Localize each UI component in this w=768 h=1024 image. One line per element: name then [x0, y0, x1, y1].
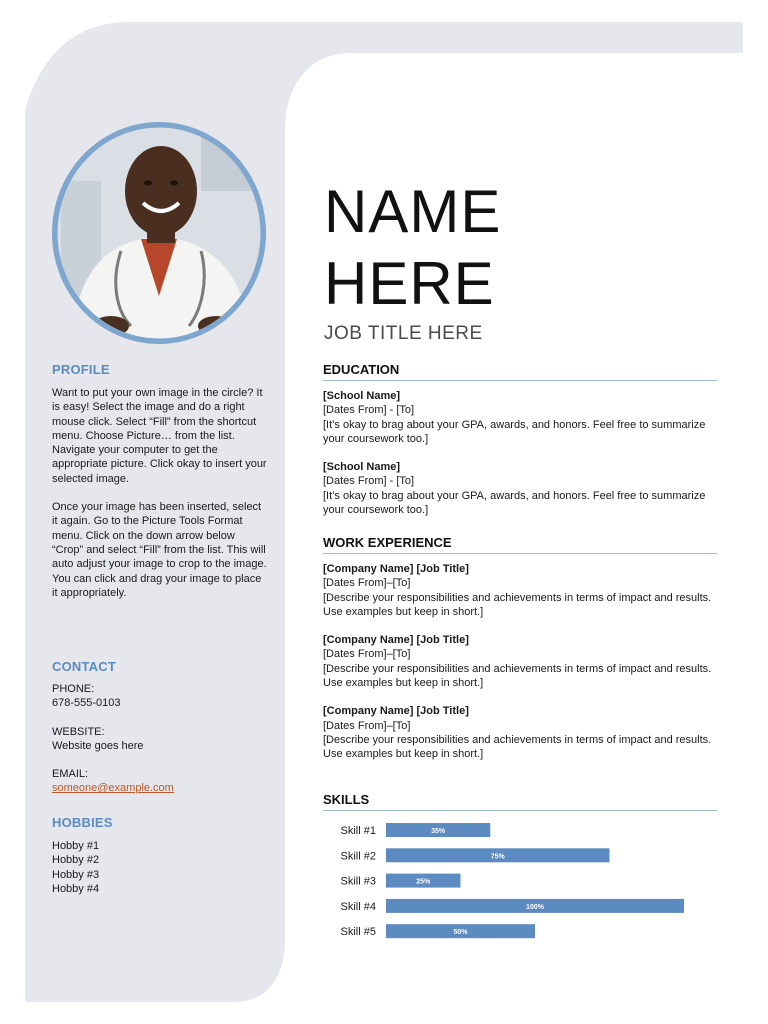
hobby-item: Hobby #2	[52, 854, 100, 867]
hobby-item: Hobby #1	[52, 840, 100, 852]
work-experience-section	[323, 535, 717, 762]
skill-label: Skill #1	[340, 825, 376, 837]
contact-phone	[52, 682, 267, 711]
skill-value-label: 50%	[453, 929, 468, 937]
contact-section	[52, 659, 267, 796]
skill-value-label: 75%	[490, 853, 505, 861]
education-entry	[323, 389, 717, 446]
work-dates: [Dates From]–[To]	[323, 577, 411, 590]
profile-heading: PROFILE	[52, 362, 110, 377]
company-job-title: [Company Name] [Job Title]	[323, 634, 469, 647]
skills-chart	[323, 815, 717, 945]
email-link[interactable]: someone@example.com	[52, 782, 174, 795]
profile-section	[52, 362, 267, 600]
profile-photo[interactable]	[51, 121, 267, 345]
name-line-2: HERE	[324, 250, 495, 317]
school-name: [School Name]	[323, 461, 401, 474]
profile-text	[52, 386, 267, 600]
contact-heading: CONTACT	[52, 659, 116, 674]
skill-label: Skill #2	[340, 850, 376, 863]
candidate-name	[324, 176, 501, 320]
work-description: [Describe your responsibilities and achievements in terms of impact and results. Use examples but keep in short.]	[323, 662, 712, 690]
skill-value-label: 25%	[416, 878, 431, 886]
hobbies-heading: HOBBIES	[52, 815, 113, 830]
work-dates: [Dates From]–[To]	[323, 719, 411, 732]
website-value: Website goes here	[52, 739, 144, 752]
work-description: [Describe your responsibilities and achievements in terms of impact and results. Use examples but keep in short.]	[323, 591, 712, 618]
school-name: [School Name]	[323, 390, 401, 402]
job-title: JOB TITLE HERE	[324, 323, 483, 344]
education-section	[323, 362, 717, 517]
phone-label: PHONE:	[52, 683, 95, 695]
work-entry	[323, 704, 717, 761]
phone-value: 678-555-0103	[52, 697, 121, 710]
company-job-title: [Company Name] [Job Title]	[323, 705, 469, 718]
profile-paragraph-2: Once your image has been inserted, select it again. Go to the Picture Tools Format menu. Click on the down arrow below “Crop” and select “Fill” from the list. This will auto adjust your image to crop to the image. You can click and drag your image to place it appropriately.	[52, 501, 267, 599]
profile-paragraph-1: Want to put your own image in the circle? It is easy! Select the image and do a right mouse click. Select “Fill” from the shortcut menu. Choose Picture… from the list. Navigate your computer to get the appropriate picture. Click okay to insert your selected image.	[52, 387, 267, 485]
skill-value-label: 100%	[526, 903, 544, 911]
work-experience-heading: WORK EXPERIENCE	[323, 535, 717, 554]
education-heading: EDUCATION	[323, 362, 717, 381]
work-dates: [Dates From]–[To]	[323, 648, 411, 661]
hobby-list	[52, 839, 267, 896]
education-dates: [Dates From] - [To]	[323, 404, 415, 417]
education-dates: [Dates From] - [To]	[323, 475, 415, 488]
hobby-item: Hobby #4	[52, 882, 100, 895]
education-entry	[323, 460, 717, 517]
education-description: [It’s okay to brag about your GPA, awards, and honors. Feel free to summarize your coursework too.]	[323, 418, 706, 445]
work-description: [Describe your responsibilities and achievements in terms of impact and results. Use examples but keep in short.]	[323, 733, 712, 761]
education-description: [It’s okay to brag about your GPA, awards, and honors. Feel free to summarize your coursework too.]	[323, 489, 706, 517]
skill-value-label: 35%	[431, 828, 446, 835]
work-entry	[323, 633, 717, 690]
name-line-1: NAME	[324, 178, 502, 245]
hobbies-section	[52, 815, 267, 896]
skills-heading: SKILLS	[323, 792, 717, 811]
website-label: WEBSITE:	[52, 725, 105, 738]
email-label: EMAIL:	[52, 768, 89, 781]
contact-email	[52, 767, 267, 796]
contact-website	[52, 725, 267, 754]
skill-label: Skill #3	[340, 875, 376, 888]
work-entry	[323, 562, 717, 619]
skill-label: Skill #5	[340, 926, 376, 939]
skills-section	[323, 792, 717, 811]
skill-label: Skill #4	[340, 900, 376, 913]
company-job-title: [Company Name] [Job Title]	[323, 563, 469, 575]
hobby-item: Hobby #3	[52, 868, 100, 881]
